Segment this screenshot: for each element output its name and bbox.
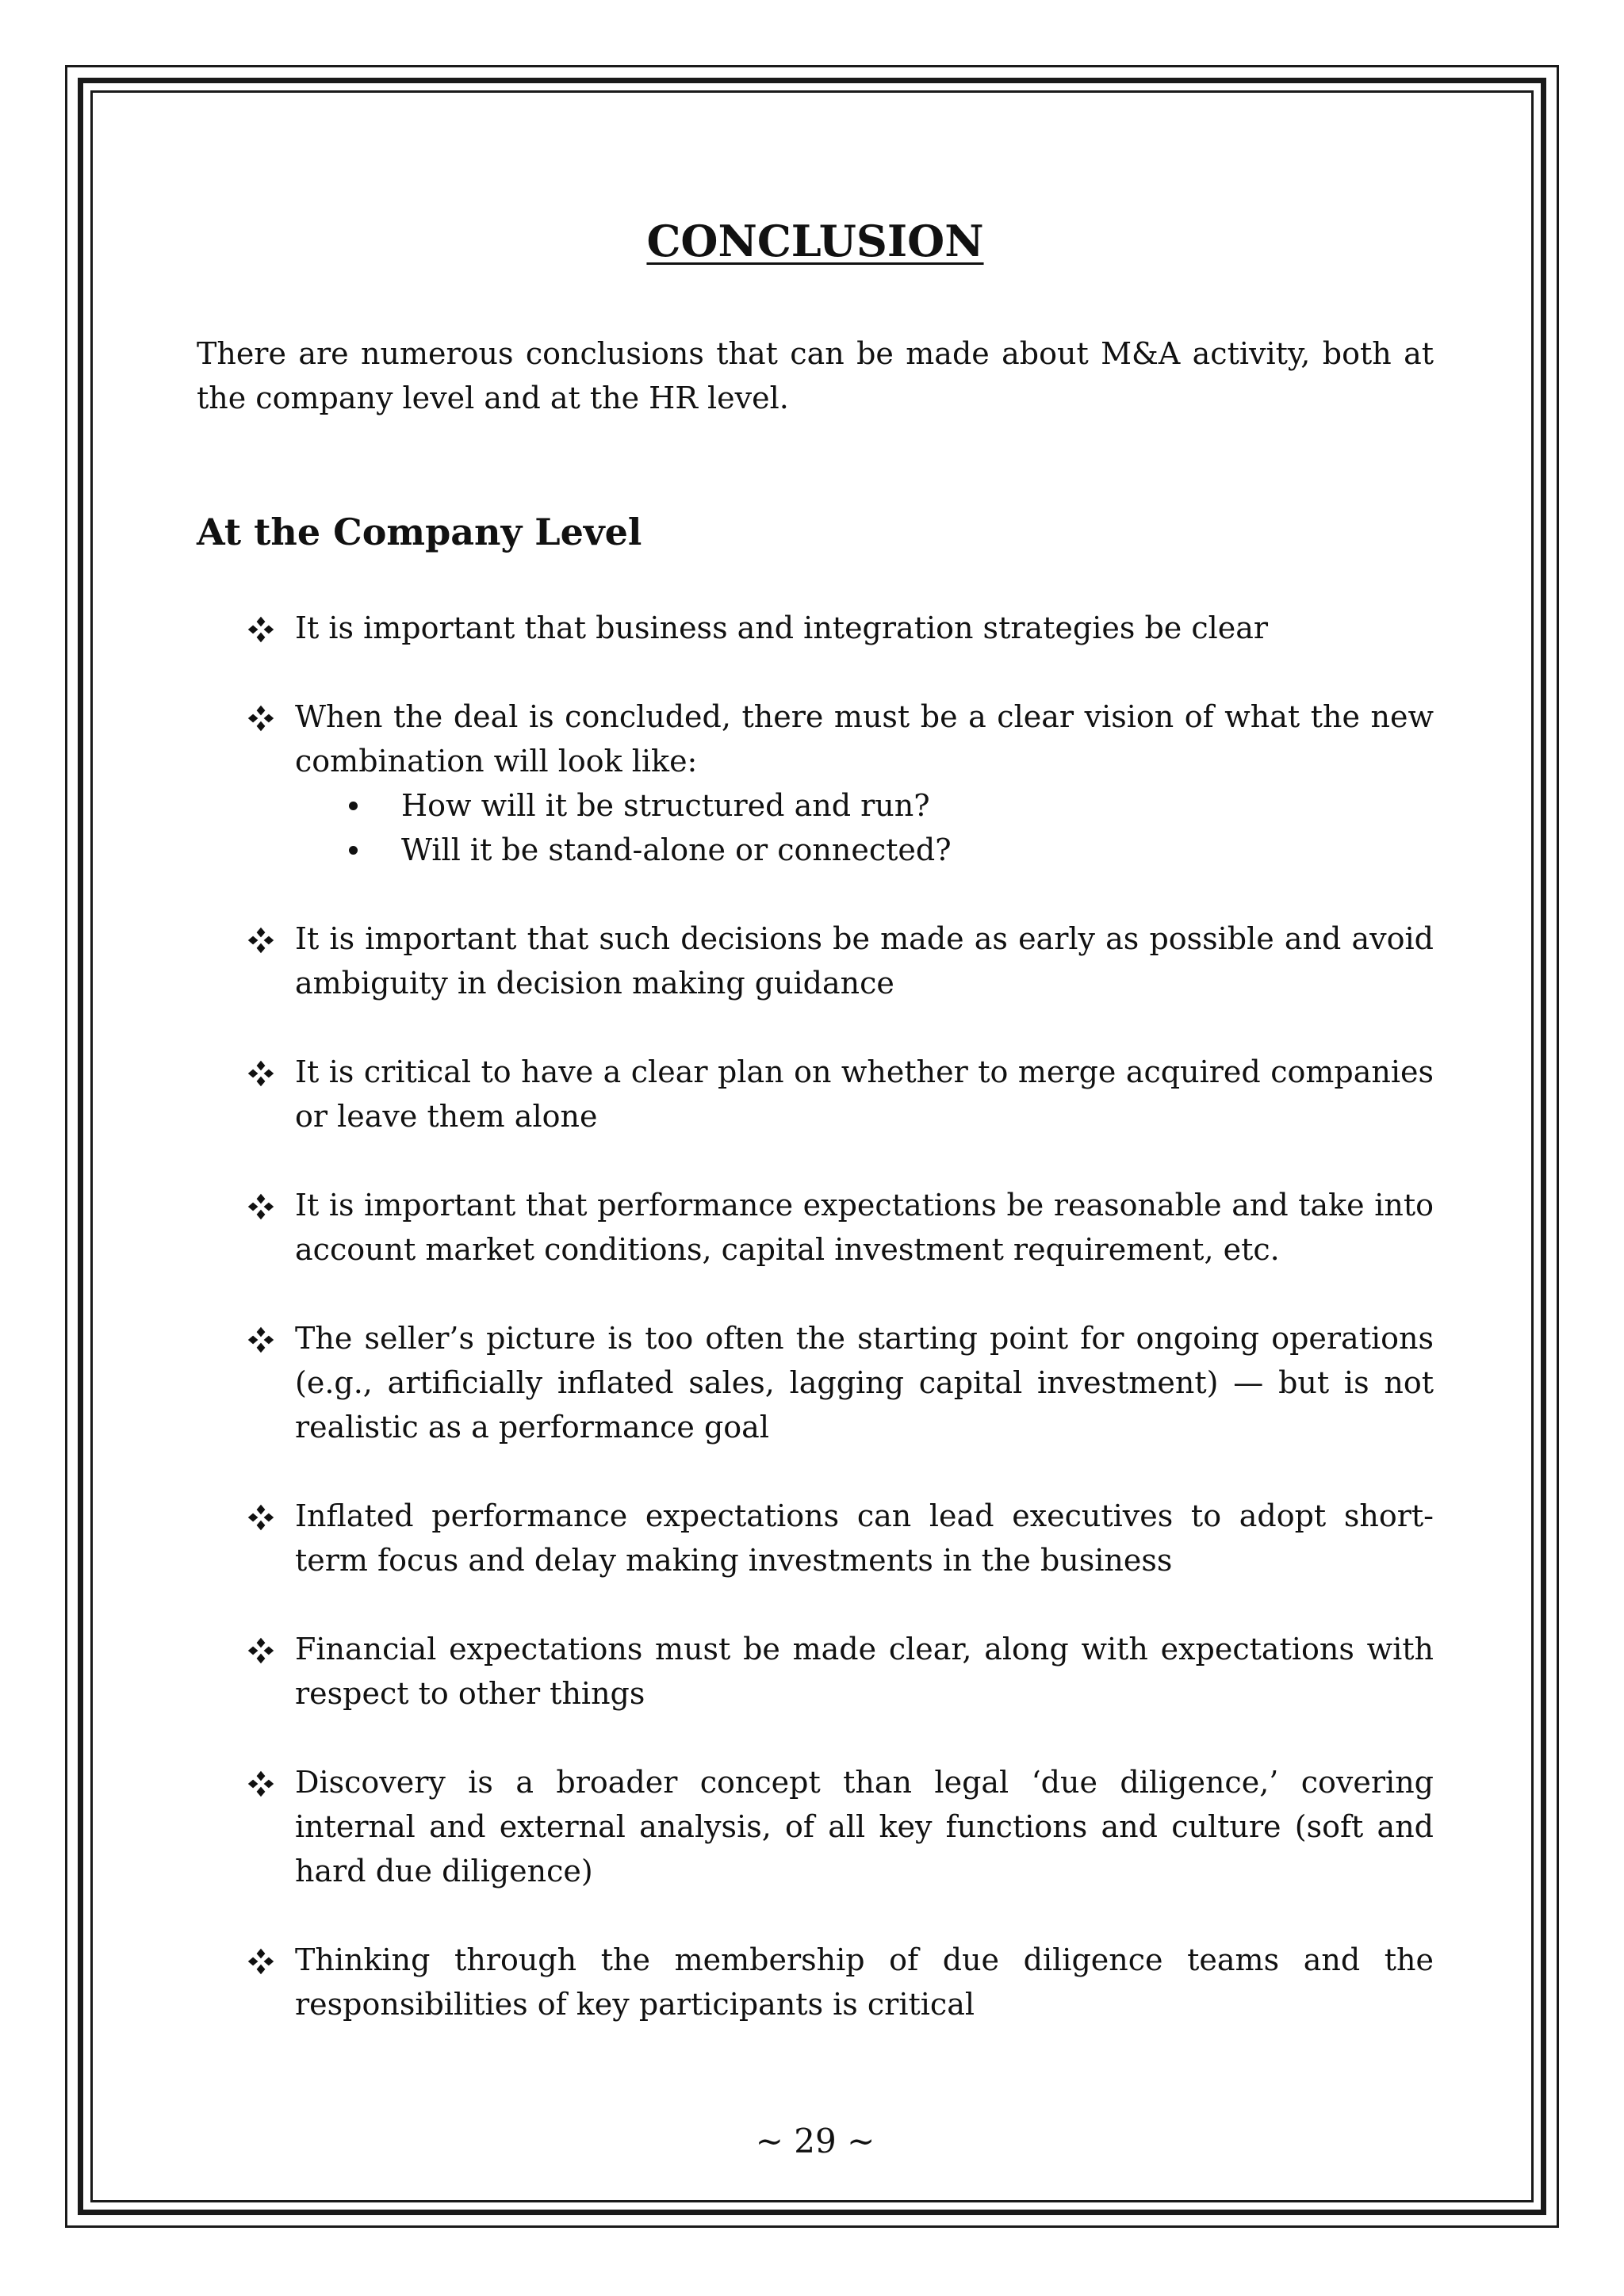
list-item-text: When the deal is concluded, there must be a clear vision of what the new combination will look like: — [295, 699, 1434, 779]
list-item-text: Inflated performance expectations can lead executives to adopt short-term focus and delay making investments in the business — [295, 1498, 1434, 1578]
list-item-text: Discovery is a broader concept than legal ‘due diligence,’ covering internal and external analysis, of all key functions and culture (soft and hard due diligence) — [295, 1765, 1434, 1888]
round-bullet-icon — [349, 846, 358, 855]
four-diamond-bullet-icon — [246, 1947, 276, 1976]
page-title: CONCLUSION — [646, 216, 984, 266]
list-item — [197, 1760, 1434, 1893]
sub-list — [295, 783, 1434, 872]
sub-list-item — [295, 828, 1434, 872]
round-bullet-icon — [349, 802, 358, 810]
sub-list-item-text: Will it be stand-alone or connected? — [401, 832, 952, 867]
list-item-text: Financial expectations must be made clear, along with expectations with respect to other things — [295, 1632, 1434, 1711]
list-item — [197, 1316, 1434, 1449]
page-number: ~ 29 ~ — [755, 2122, 875, 2160]
four-diamond-bullet-icon — [246, 1503, 276, 1532]
list-item-text: It is critical to have a clear plan on whether to merge acquired companies or leave them alone — [295, 1054, 1434, 1134]
four-diamond-bullet-icon — [246, 1059, 276, 1088]
list-item — [197, 1938, 1434, 2026]
list-item — [197, 916, 1434, 1005]
sub-list-item-text: How will it be structured and run? — [401, 788, 930, 823]
four-diamond-bullet-icon — [246, 1326, 276, 1354]
list-item-text: It is important that such decisions be made as early as possible and avoid ambiguity in decision making guidance — [295, 921, 1434, 1001]
list-item — [197, 1627, 1434, 1716]
sub-list-item — [295, 783, 1434, 828]
list-item — [197, 606, 1434, 650]
list-item — [197, 1050, 1434, 1138]
list-item-text: It is important that performance expectations be reasonable and take into account market conditions, capital investment requirement, etc. — [295, 1188, 1434, 1267]
section-heading: At the Company Level — [197, 511, 642, 553]
list-item — [197, 1494, 1434, 1582]
intro-paragraph: There are numerous conclusions that can be made about M&A activity, both at the company level and at the HR level. — [197, 336, 1434, 415]
list-item — [197, 695, 1434, 872]
conclusion-list — [197, 606, 1434, 2071]
list-item-text: The seller’s picture is too often the starting point for ongoing operations (e.g., artificially inflated sales, lagging capital investment) — but is not realistic as a performance goal — [295, 1321, 1434, 1445]
four-diamond-bullet-icon — [246, 926, 276, 955]
four-diamond-bullet-icon — [246, 1192, 276, 1221]
four-diamond-bullet-icon — [246, 704, 276, 733]
list-item-text: Thinking through the membership of due diligence teams and the responsibilities of key participants is critical — [295, 1942, 1434, 2022]
four-diamond-bullet-icon — [246, 1636, 276, 1665]
four-diamond-bullet-icon — [246, 1770, 276, 1798]
four-diamond-bullet-icon — [246, 615, 276, 644]
list-item-text: It is important that business and integration strategies be clear — [295, 610, 1269, 645]
list-item — [197, 1183, 1434, 1272]
